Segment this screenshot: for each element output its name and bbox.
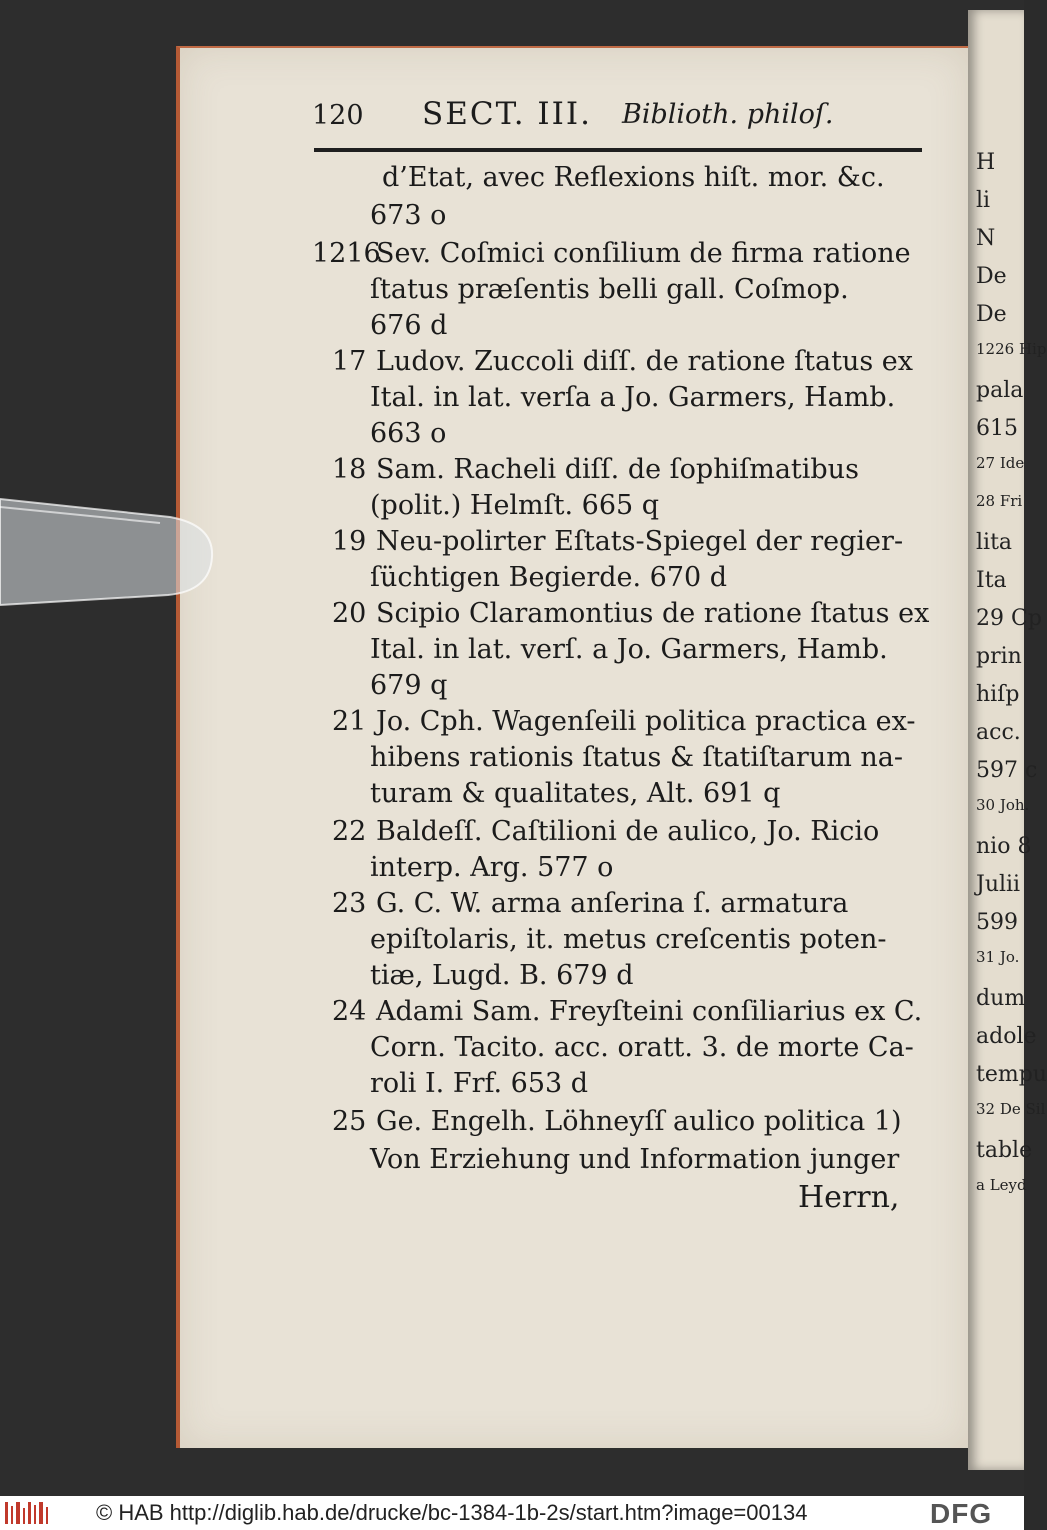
- entry-line: Ital. in lat. verſ. a Jo. Garmers, Hamb.: [370, 634, 888, 665]
- facing-page-fragment: 615: [976, 416, 1018, 441]
- source-url[interactable]: © HAB http://diglib.hab.de/drucke/bc-1384-1b-2s/start.htm?image=00134: [96, 1500, 808, 1525]
- glass-weight-holder: [0, 495, 218, 607]
- entry-line: 679 q: [370, 670, 448, 701]
- facing-page-fragment: 30 Joh.: [976, 796, 1030, 814]
- facing-page-fragment: H: [976, 150, 996, 175]
- entry-line: d’Etat, avec Reflexions hiſt. mor. &c.: [382, 162, 885, 193]
- entry-number: 22: [332, 816, 367, 847]
- facing-page-fragment: prin: [976, 644, 1022, 669]
- entry-line: Sev. Coſmici conſilium de firma ratione: [376, 238, 911, 269]
- entry-number: 21: [332, 706, 367, 737]
- entry-line: Ital. in lat. verſa a Jo. Garmers, Hamb.: [370, 382, 896, 413]
- entry-number: 1216: [312, 238, 381, 269]
- facing-page-edge: [968, 10, 1047, 1470]
- entry-line: G. C. W. arma anſerina ſ. armatura: [376, 888, 849, 919]
- facing-page-fragment: 597 c: [976, 758, 1038, 783]
- entry-line: Corn. Tacito. acc. oratt. 3. de morte Ca-: [370, 1032, 914, 1063]
- hab-barcode-logo: [4, 1500, 50, 1526]
- entry-number: 25: [332, 1106, 367, 1137]
- entry-number: 23: [332, 888, 367, 919]
- entry-number: 18: [332, 454, 367, 485]
- facing-page-fragment: li: [976, 188, 991, 213]
- header-rule: [314, 148, 922, 152]
- page-header: [312, 96, 922, 140]
- facing-page-fragment: 599: [976, 910, 1018, 935]
- facing-page-fragment: table: [976, 1138, 1033, 1163]
- facing-page-fragment: 31 Jo.: [976, 948, 1020, 966]
- facing-page-fragment: Ita: [976, 568, 1007, 593]
- page-number: 120: [312, 100, 364, 131]
- facing-page-fragment: Julii: [976, 872, 1021, 897]
- entry-line: Adami Sam. Freyſteini conſiliarius ex C.: [376, 996, 923, 1027]
- entry-line: interp. Arg. 577 o: [370, 852, 614, 883]
- entry-line: ſüchtigen Begierde. 670 d: [370, 562, 728, 593]
- dfg-logo: DFG: [930, 1498, 993, 1529]
- facing-page-fragment: hiſp: [976, 682, 1020, 707]
- facing-page-fragment: 28 Fri: [976, 492, 1023, 510]
- facing-page-fragment: tempu: [976, 1062, 1047, 1087]
- entry-line: ſtatus præſentis belli gall. Coſmop.: [370, 274, 849, 305]
- running-title: Biblioth. philoſ.: [622, 99, 834, 130]
- entry-line: Baldeſſ. Caſtilioni de aulico, Jo. Ricio: [376, 816, 880, 847]
- facing-page-fragment: 27 Ide: [976, 454, 1025, 472]
- entry-number: 17: [332, 346, 367, 377]
- entry-line: tiæ, Lugd. B. 679 d: [370, 960, 634, 991]
- entry-number: 19: [332, 526, 367, 557]
- entry-line: 676 d: [370, 310, 448, 341]
- facing-page-fragment: adole: [976, 1024, 1037, 1049]
- facing-page-fragment: De: [976, 264, 1007, 289]
- entry-number: 24: [332, 996, 367, 1027]
- entry-line: Neu-polirter Eſtats-Spiegel der regier-: [376, 526, 904, 557]
- facing-page-fragment: De: [976, 302, 1007, 327]
- facing-page-fragment: a Leyd: [976, 1176, 1027, 1194]
- entry-line: Ge. Engelh. Löhneyſſ aulico politica 1): [376, 1106, 902, 1137]
- entry-line: epiſtolaris, it. metus creſcentis poten-: [370, 924, 887, 955]
- facing-page-fragment: pala: [976, 378, 1024, 403]
- entry-line: Sam. Racheli diſſ. de ſophiſmatibus: [376, 454, 859, 485]
- entry-line: (polit.) Helmſt. 665 q: [370, 490, 660, 521]
- viewer-footer: [0, 1496, 1024, 1530]
- facing-page-fragment: N: [976, 226, 996, 251]
- entry-line: hibens rationis ſtatus & ſtatiſtarum na-: [370, 742, 904, 773]
- entry-line: Jo. Cph. Wagenſeili politica practica ex-: [376, 706, 916, 737]
- entry-line: turam & qualitates, Alt. 691 q: [370, 778, 781, 809]
- facing-page-fragment: dum: [976, 986, 1026, 1011]
- facing-page-fragment: lita: [976, 530, 1013, 555]
- facing-page-fragment: nio 8: [976, 834, 1032, 859]
- facing-page-fragment: 32 De Sil: [976, 1100, 1046, 1118]
- entry-line: roli I. Frf. 653 d: [370, 1068, 589, 1099]
- section-heading: SECT. III.: [422, 96, 593, 132]
- facing-page-fragment: 29 Cp: [976, 606, 1042, 631]
- facing-page-fragment: 1226 Hip: [976, 340, 1047, 358]
- entry-number: 20: [332, 598, 367, 629]
- entry-line: 673 o: [370, 200, 447, 231]
- facing-page-fragment: acc.: [976, 720, 1021, 745]
- entry-line: Ludov. Zuccoli diſſ. de ratione ſtatus ex: [376, 346, 914, 377]
- entry-line: 663 o: [370, 418, 447, 449]
- catchword: Herrn,: [798, 1180, 900, 1215]
- entry-line: Scipio Claramontius de ratione ſtatus ex: [376, 598, 930, 629]
- entry-line: Von Erziehung und Information junger: [370, 1144, 900, 1175]
